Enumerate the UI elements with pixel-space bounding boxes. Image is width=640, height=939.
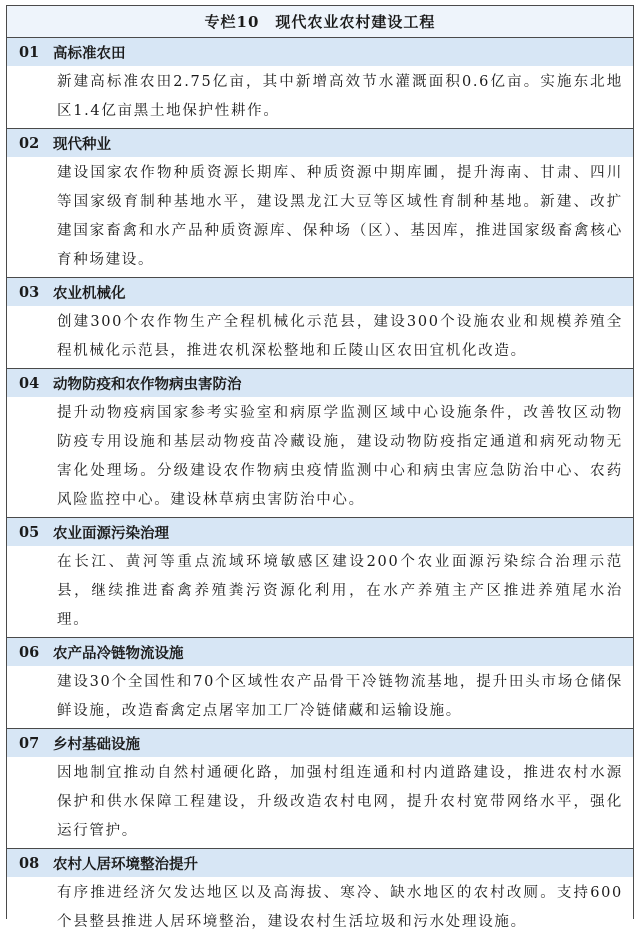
section-number: 03 xyxy=(19,283,40,301)
section-07 xyxy=(7,729,633,849)
section-06 xyxy=(7,638,633,729)
table-title: 专栏10 现代农业农村建设工程 xyxy=(7,6,633,38)
section-03 xyxy=(7,278,633,369)
section-number: 05 xyxy=(19,523,40,541)
section-title: 农村人居环境整治提升 xyxy=(53,855,198,873)
section-05 xyxy=(7,518,633,638)
section-number: 02 xyxy=(19,134,40,152)
section-header xyxy=(7,849,633,877)
section-number: 08 xyxy=(19,854,40,872)
section-04 xyxy=(7,369,633,518)
section-title: 乡村基础设施 xyxy=(53,735,140,753)
special-column-table xyxy=(6,5,634,930)
section-number: 01 xyxy=(19,43,40,61)
section-number: 07 xyxy=(19,734,40,752)
section-body: 建设国家农作物种质资源长期库、种质资源中期库圃，提升海南、甘肃、四川等国家级育制种基地水平，建设黑龙江大豆等区域性育制种基地。新建、改扩建国家畜禽和水产品种质资源库、保种场（区）、基因库，推进国家级畜禽核心育种场建设。 xyxy=(7,157,633,277)
section-body: 因地制宜推动自然村通硬化路，加强村组连通和村内道路建设，推进农村水源保护和供水保障工程建设，升级改造农村电网，提升农村宽带网络水平，强化运行管护。 xyxy=(7,757,633,848)
section-header xyxy=(7,129,633,157)
section-title: 农业面源污染治理 xyxy=(53,524,169,542)
section-body: 有序推进经济欠发达地区以及高海拔、寒冷、缺水地区的农村改厕。支持600个县整县推进人居环境整治，建设农村生活垃圾和污水处理设施。 xyxy=(7,877,633,939)
section-title: 农业机械化 xyxy=(53,284,126,302)
section-body: 提升动物疫病国家参考实验室和病原学监测区域中心设施条件，改善牧区动物防疫专用设施和基层动物疫苗冷藏设施，建设动物防疫指定通道和病死动物无害化处理场。分级建设农作物病虫疫情监测中心和病虫害应急防治中心、农药风险监控中心。建设林草病虫害防治中心。 xyxy=(7,397,633,517)
section-header xyxy=(7,38,633,66)
section-body: 在长江、黄河等重点流域环境敏感区建设200个农业面源污染综合治理示范县，继续推进畜禽养殖粪污资源化利用，在水产养殖主产区推进养殖尾水治理。 xyxy=(7,546,633,637)
section-body: 建设30个全国性和70个区域性农产品骨干冷链物流基地，提升田头市场仓储保鲜设施，改造畜禽定点屠宰加工厂冷链储藏和运输设施。 xyxy=(7,666,633,728)
section-02 xyxy=(7,129,633,278)
section-title: 农产品冷链物流设施 xyxy=(53,644,184,662)
section-08 xyxy=(7,849,633,939)
section-number: 06 xyxy=(19,643,40,661)
section-header xyxy=(7,278,633,306)
section-title: 动物防疫和农作物病虫害防治 xyxy=(53,375,242,393)
section-number: 04 xyxy=(19,374,40,392)
section-header xyxy=(7,369,633,397)
section-01 xyxy=(7,38,633,129)
section-title: 现代种业 xyxy=(53,135,111,153)
section-header xyxy=(7,729,633,757)
section-title: 高标准农田 xyxy=(53,44,126,62)
section-body: 创建300个农作物生产全程机械化示范县，建设300个设施农业和规模养殖全程机械化示范县，推进农机深松整地和丘陵山区农田宜机化改造。 xyxy=(7,306,633,368)
section-header xyxy=(7,518,633,546)
section-body: 新建高标准农田2.75亿亩，其中新增高效节水灌溉面积0.6亿亩。实施东北地区1.4亿亩黑土地保护性耕作。 xyxy=(7,66,633,128)
section-header xyxy=(7,638,633,666)
